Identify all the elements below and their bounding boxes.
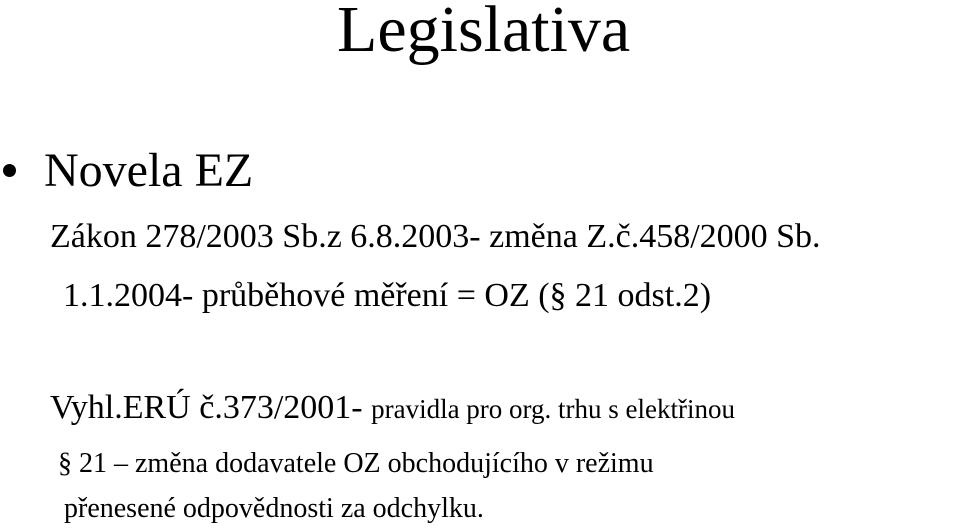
- metering-line: 1.1.2004- průběhové měření = OZ (§ 21 odst.2): [63, 277, 712, 314]
- decree-line: [50, 388, 735, 429]
- law-change-line: Zákon 278/2003 Sb.z 6.8.2003- změna Z.č.458/2000 Sb.: [50, 218, 821, 255]
- supplier-change-line: § 21 – změna dodavatele OZ obchodujícího v režimu: [58, 448, 654, 479]
- bullet-text: Novela EZ: [44, 144, 254, 197]
- decree-description: pravidla pro org. trhu s elektřinou: [371, 394, 736, 424]
- bullet-dot-icon: [3, 164, 16, 177]
- responsibility-line: přenesené odpovědnosti za odchylku.: [64, 493, 484, 524]
- decree-reference: Vyhl.ERÚ č.373/2001-: [50, 389, 372, 426]
- slide-title: Legislativa: [337, 0, 631, 66]
